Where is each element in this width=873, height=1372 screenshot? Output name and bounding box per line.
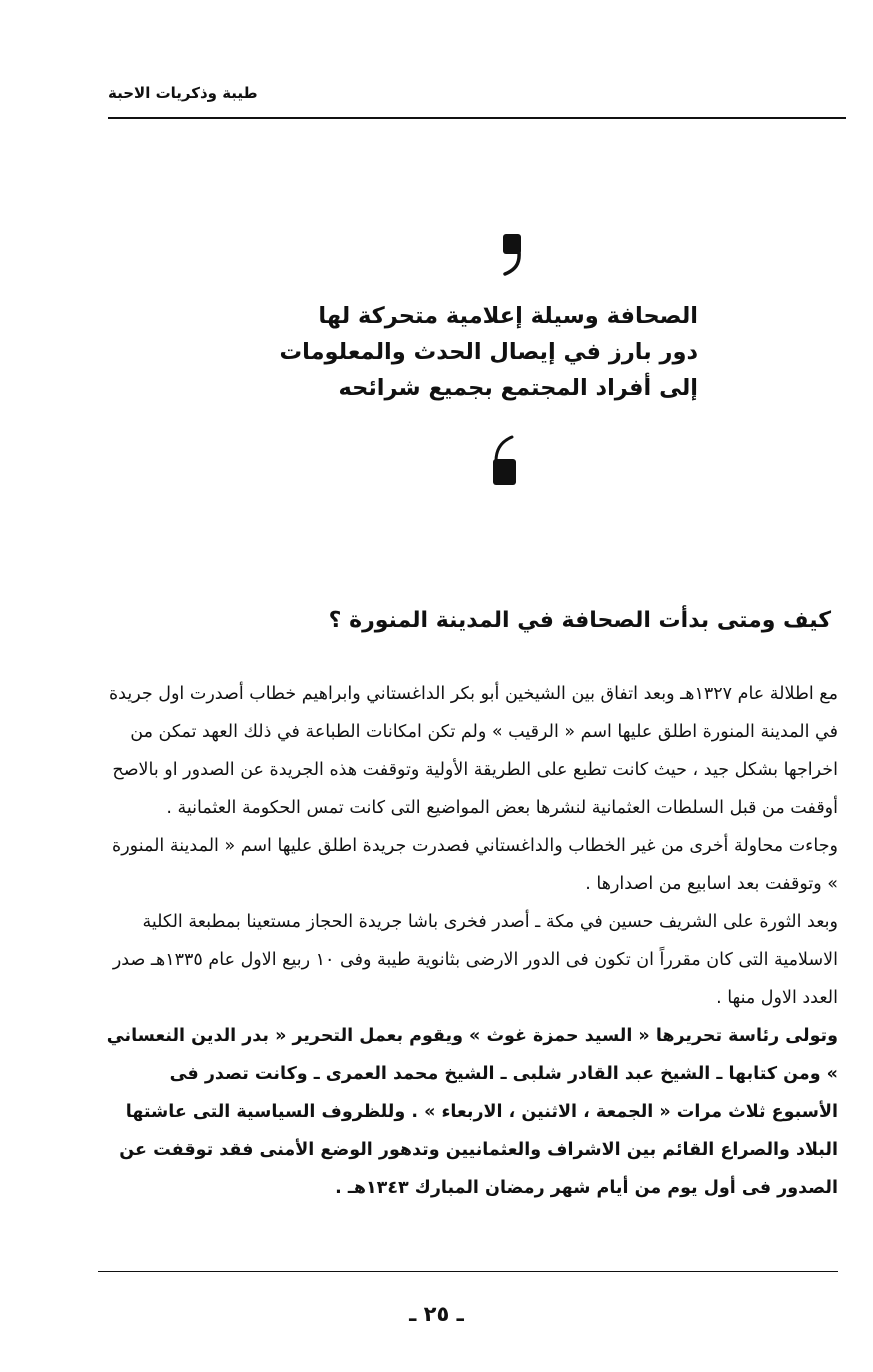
section-heading: كيف ومتى بدأت الصحافة في المدينة المنورة ؟	[328, 608, 831, 633]
pull-quote	[279, 298, 698, 406]
paragraph: وبعد الثورة على الشريف حسين في مكة ـ أصدر فخرى باشا جريدة الحجاز مستعينا بمطبعة الكلية الاسلامية التى كان مقرراً ان تكون فى الدور الارضى بثانوية طيبة وفى ١٠ ربيع الاول عام ١٣٣٥هـ صدر العدد الاول منها .	[112, 912, 838, 1008]
paragraph: وجاءت محاولة أخرى من غير الخطاب والداغستاني فصدرت جريدة اطلق عليها اسم « المدينة المنورة » وتوقفت بعد اسابيع من اصدارها .	[112, 836, 838, 894]
header-rule	[108, 117, 846, 119]
page-number: ـ ٢٥ ـ	[409, 1302, 464, 1326]
pull-quote-line: إلى أفراد المجتمع بجميع شرائحه	[338, 375, 698, 401]
running-header: طيبة وذكريات الاحبة	[108, 84, 258, 102]
paragraph: وتولى رئاسة تحريرها « السيد حمزة غوث » ويقوم بعمل التحرير « بدر الدين النعساني » ومن كتابها ـ الشيخ عبد القادر شلبى ـ الشيخ محمد العمرى ـ وكانت تصدر فى الأسبوع ثلاث مرات « الجمعة ، الاثنين ، الاربعاء » . وللظروف السياسية التى عاشتها البلاد والصراع القائم بين الاشراف والعثمانيين وتدهور الوضع الأمنى فقد توقفت عن الصدور فى أول يوم من أيام شهر رمضان المبارك ١٣٤٣هـ .	[106, 1026, 838, 1198]
body-text	[98, 675, 838, 1207]
pull-quote-line: الصحافة وسيلة إعلامية متحركة لها	[318, 303, 698, 329]
paragraph: مع اطلالة عام ١٣٢٧هـ وبعد اتفاق بين الشيخين أبو بكر الداغستاني وابراهيم خطاب أصدرت اول جريدة في المدينة المنورة اطلق عليها اسم « الرقيب » ولم تكن امكانات الطباعة في ذلك العهد تمكن من اخراجها بشكل جيد ، حيث كانت تطبع على الطريقة الأولية وتوقفت هذه الجريدة عن الصدور او بالاصح أوقفت من قبل السلطات العثمانية لنشرها بعض المواضيع التى كانت تمس الحكومة العثمانية .	[109, 684, 838, 818]
footer-rule	[98, 1271, 838, 1272]
closing-quote-mark-icon	[490, 435, 518, 487]
opening-quote-mark-icon	[501, 232, 523, 276]
pull-quote-line: دور بارز في إيصال الحدث والمعلومات	[279, 339, 698, 365]
